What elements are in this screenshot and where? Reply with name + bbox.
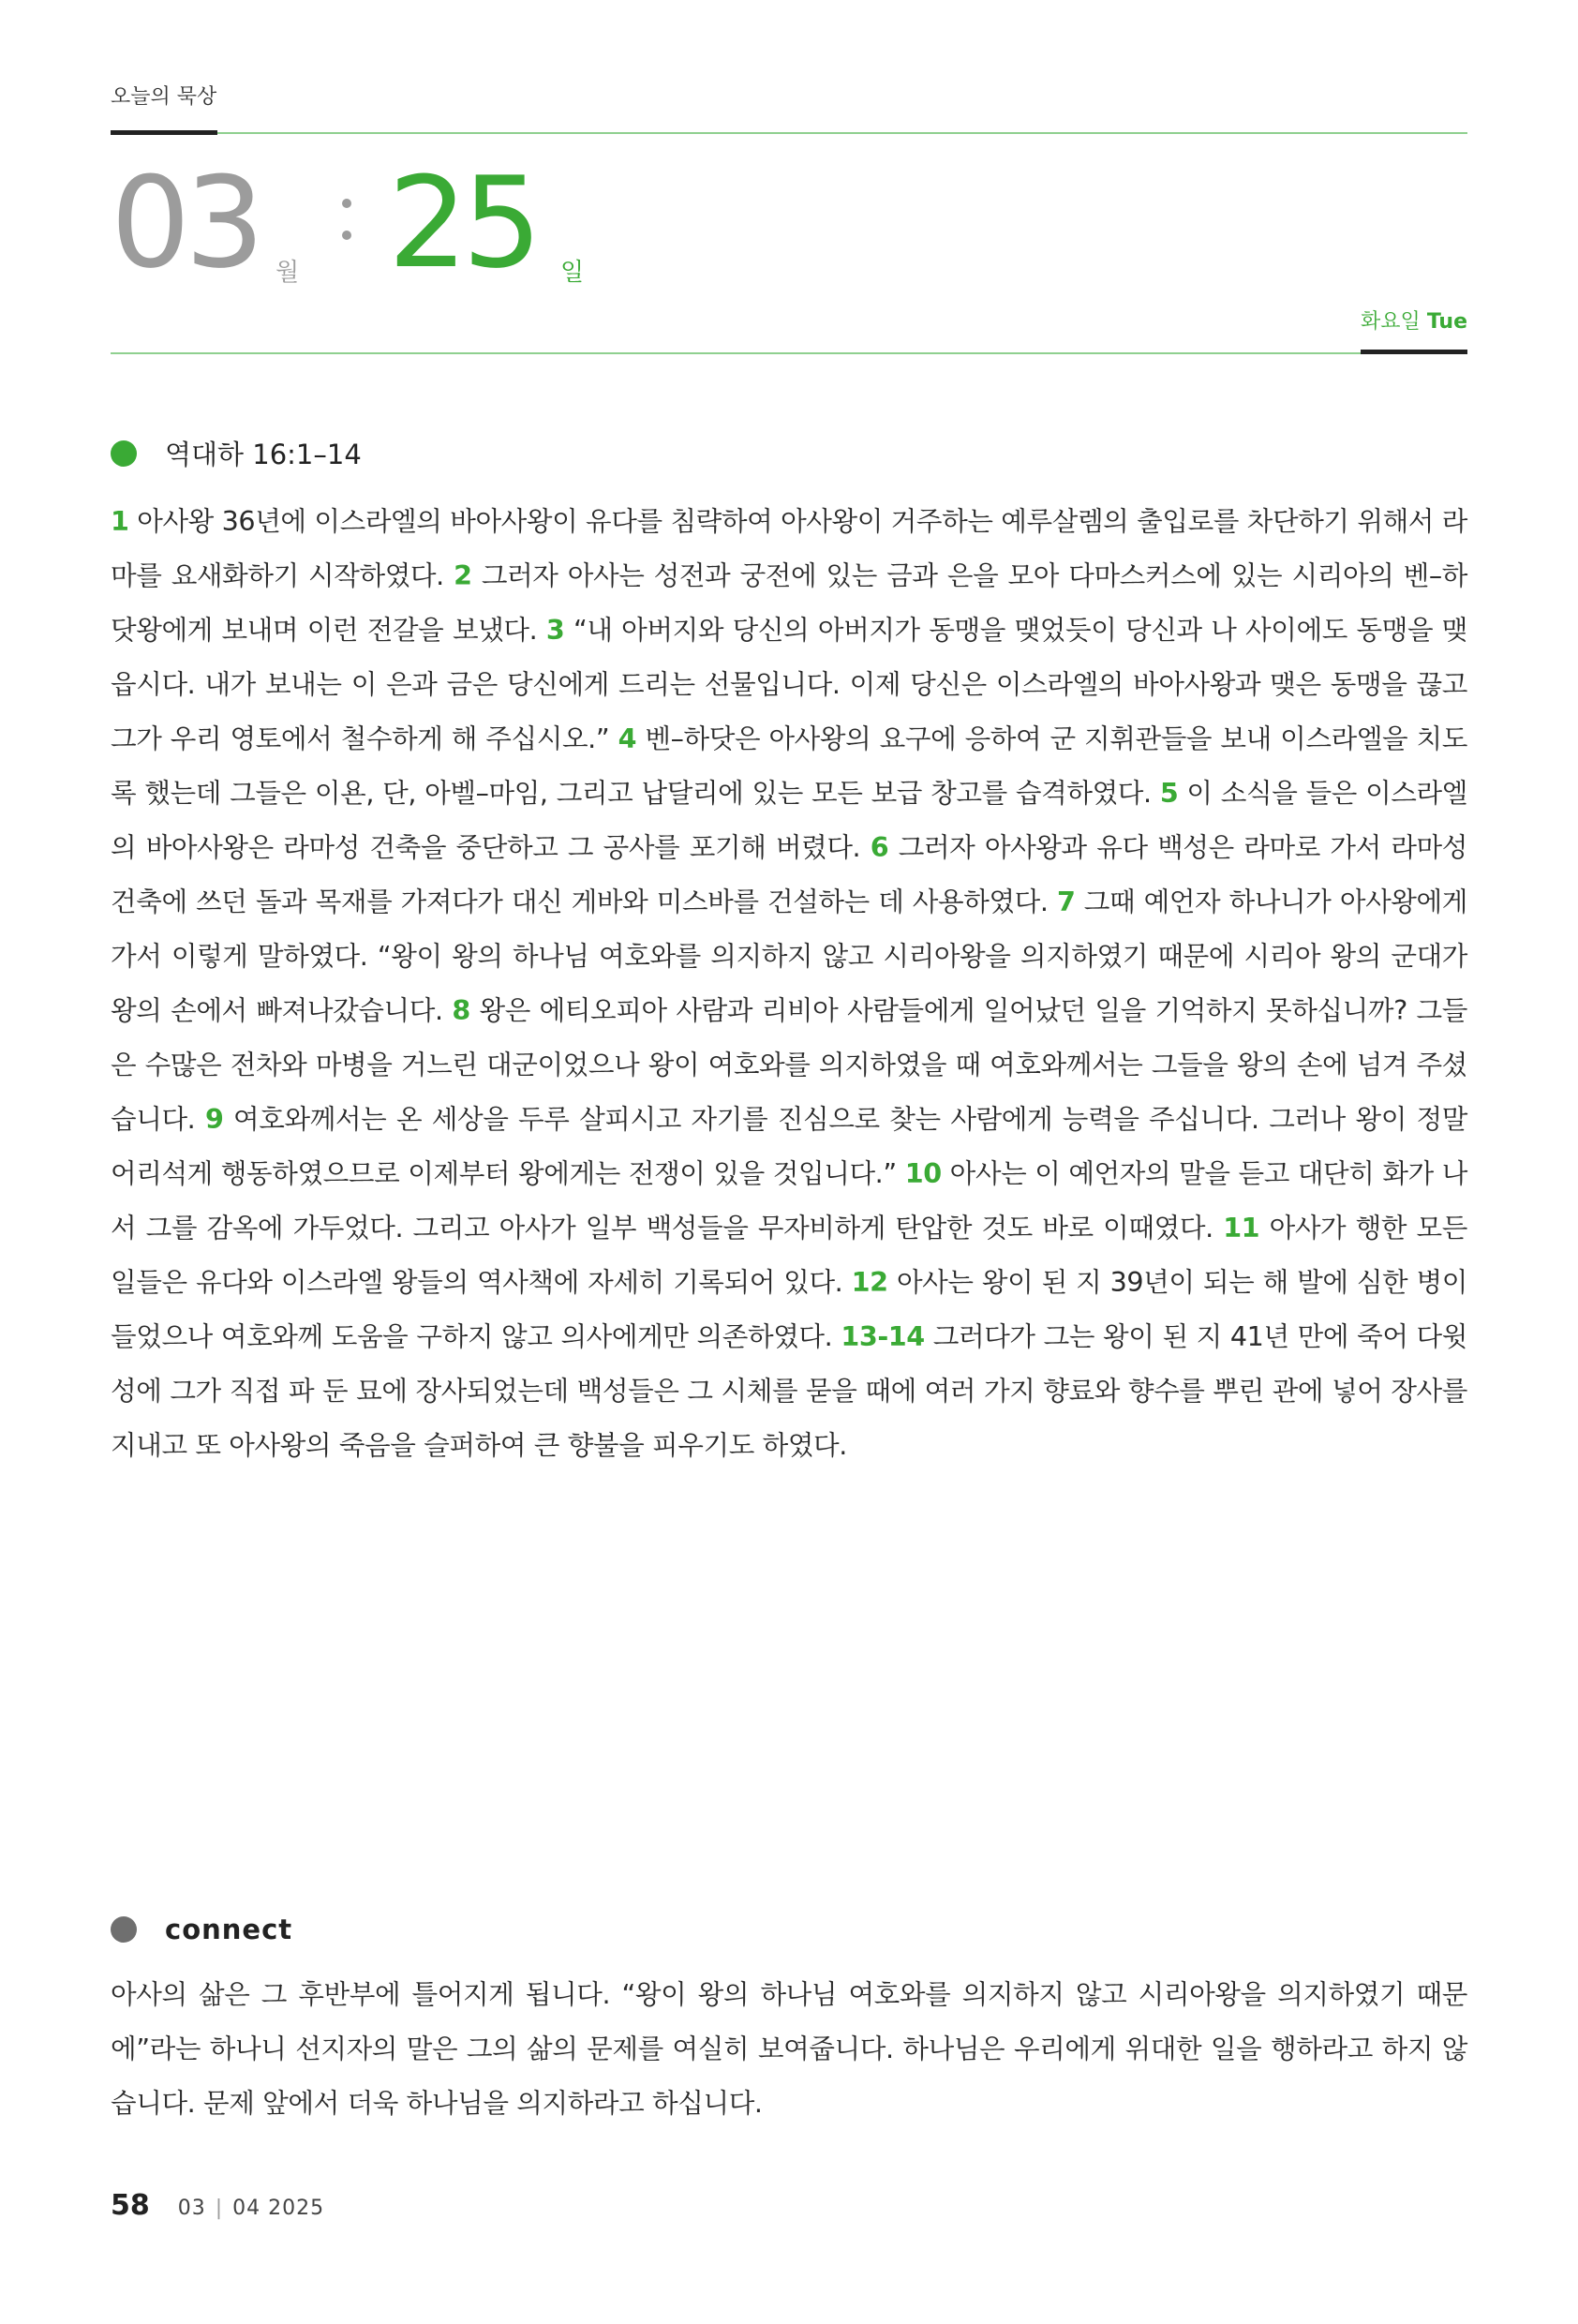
- verse-number: 13-14: [841, 1320, 925, 1352]
- date-divider: [111, 352, 1467, 354]
- verse-number: 4: [618, 723, 637, 754]
- verse-number: 2: [454, 559, 472, 591]
- connect-heading: [111, 1914, 292, 1945]
- verse-number: 11: [1223, 1212, 1260, 1244]
- verse-text: 아사는 왕이 된 지 39년이 되는 해 발에 심한 병이 들었으나 여호와께 도움을 구하지 않고 의사에게만 의존하였다.: [111, 1266, 1467, 1352]
- verse-number: 5: [1159, 777, 1179, 809]
- verse-number: 6: [870, 831, 889, 863]
- verse-text: 그러다가 그는 왕이 된 지 41년 만에 죽어 다윗성에 그가 직접 파 둔 묘에 장사되었는데 백성들은 그 시체를 묻을 때에 여러 가지 향료와 향수를 뿌린 관에 넣어 장사를 지내고 또 아사왕의 죽음을 슬퍼하여 큰 향불을 피우기도 하였다.: [111, 1320, 1467, 1461]
- verse-text: 그때 예언자 하나니가 아사왕에게 가서 이렇게 말하였다. “왕이 왕의 하나님 여호와를 의지하지 않고 시리아왕을 의지하였기 때문에 시리아 왕의 군대가 왕의 손에서 빠져나갔습니다.: [111, 886, 1467, 1026]
- weekday: [1361, 305, 1467, 335]
- scripture-heading: [111, 434, 362, 472]
- scripture-text: [111, 494, 1467, 1472]
- date-colon: [342, 199, 351, 262]
- verse-text: 그러자 아사는 성전과 궁전에 있는 금과 은을 모아 다마스커스에 있는 시리아의 벤–하닷왕에게 보내며 이런 전갈을 보냈다.: [111, 559, 1467, 646]
- scripture-bullet-icon: [111, 440, 137, 467]
- verse-text: 아사가 행한 모든 일들은 유다와 이스라엘 왕들의 역사책에 자세히 기록되어 있다.: [111, 1212, 1467, 1298]
- verse-text: “내 아버지와 당신의 아버지가 동맹을 맺었듯이 당신과 나 사이에도 동맹을 맺읍시다. 내가 보내는 이 은과 금은 당신에게 드리는 선물입니다. 이제 당신은 이스라엘의 바아사왕과 맺은 동맹을 끊고 그가 우리 영토에서 철수하게 해 주십시오.”: [111, 614, 1467, 754]
- scripture-reference: 역대하 16:1–14: [165, 439, 362, 470]
- page-number: 58: [111, 2189, 150, 2222]
- verse-number: 10: [904, 1157, 942, 1189]
- weekday-underline: [1361, 350, 1467, 354]
- verse-number: 7: [1056, 886, 1076, 917]
- verse-text: 그러자 아사왕과 유다 백성은 라마로 가서 라마성 건축에 쓰던 돌과 목재를 가져다가 대신 게바와 미스바를 건설하는 데 사용하였다.: [111, 831, 1467, 917]
- weekday-english: Tue: [1426, 310, 1467, 334]
- connect-bullet-icon: [111, 1916, 137, 1943]
- verse-text: 왕은 에티오피아 사람과 리비아 사람들에게 일어났던 일을 기억하지 못하십니까? 그들은 수많은 전차와 마병을 거느린 대군이었으나 왕이 여호와를 의지하였을 때 여호와께서는 그들을 왕의 손에 넘겨 주셨습니다.: [111, 994, 1467, 1135]
- weekday-korean: 화요일: [1361, 310, 1421, 334]
- date-day-unit: 일: [560, 259, 585, 287]
- verse-number: 3: [545, 614, 565, 646]
- verse-text: 이 소식을 들은 이스라엘의 바아사왕은 라마성 건축을 중단하고 그 공사를 포기해 버렸다.: [111, 777, 1467, 863]
- verse-text: 아사는 이 예언자의 말을 듣고 대단히 화가 나서 그를 감옥에 가두었다. 그리고 아사가 일부 백성들을 무자비하게 탄압한 것도 바로 이때였다.: [111, 1157, 1467, 1244]
- issue-label: 03 | 04 2025: [177, 2197, 325, 2220]
- date-month: 03: [111, 150, 260, 296]
- connect-title: connect: [165, 1914, 293, 1945]
- section-label: 오늘의 묵상: [111, 85, 217, 109]
- verse-text: 벤–하닷은 아사왕의 요구에 응하여 군 지휘관들을 보내 이스라엘을 치도록 했는데 그들은 이욘, 단, 아벨–마임, 그리고 납달리에 있는 모든 보급 창고를 습격하였다.: [111, 723, 1467, 809]
- date-day: 25: [388, 150, 537, 296]
- section-label-underline: [111, 130, 217, 135]
- verse-text: 아사왕 36년에 이스라엘의 바아사왕이 유다를 침략하여 아사왕이 거주하는 예루살렘의 출입로를 차단하기 위해서 라마를 요새화하기 시작하였다.: [111, 505, 1467, 591]
- verse-number: 8: [452, 994, 470, 1026]
- verse-number: 12: [851, 1266, 888, 1298]
- page-footer: [111, 2189, 324, 2222]
- date-month-unit: 월: [275, 259, 300, 287]
- verse-text: 여호와께서는 온 세상을 두루 살피시고 자기를 진심으로 찾는 사람에게 능력을 주십니다. 그러나 왕이 정말 어리석게 행동하였으므로 이제부터 왕에게는 전쟁이 있을 것입니다.”: [111, 1103, 1467, 1189]
- verse-number: 9: [204, 1103, 224, 1135]
- verse-number: 1: [111, 505, 129, 537]
- top-divider: [111, 132, 1467, 134]
- connect-text: 아사의 삶은 그 후반부에 틀어지게 됩니다. “왕이 왕의 하나님 여호와를 의지하지 않고 시리아왕을 의지하였기 때문에”라는 하나니 선지자의 말은 그의 삶의 문제를 여실히 보여줍니다. 하나님은 우리에게 위대한 일을 행하라고 하지 않습니다. 문제 앞에서 더욱 하나님을 의지하라고 하십니다.: [111, 1978, 1467, 2119]
